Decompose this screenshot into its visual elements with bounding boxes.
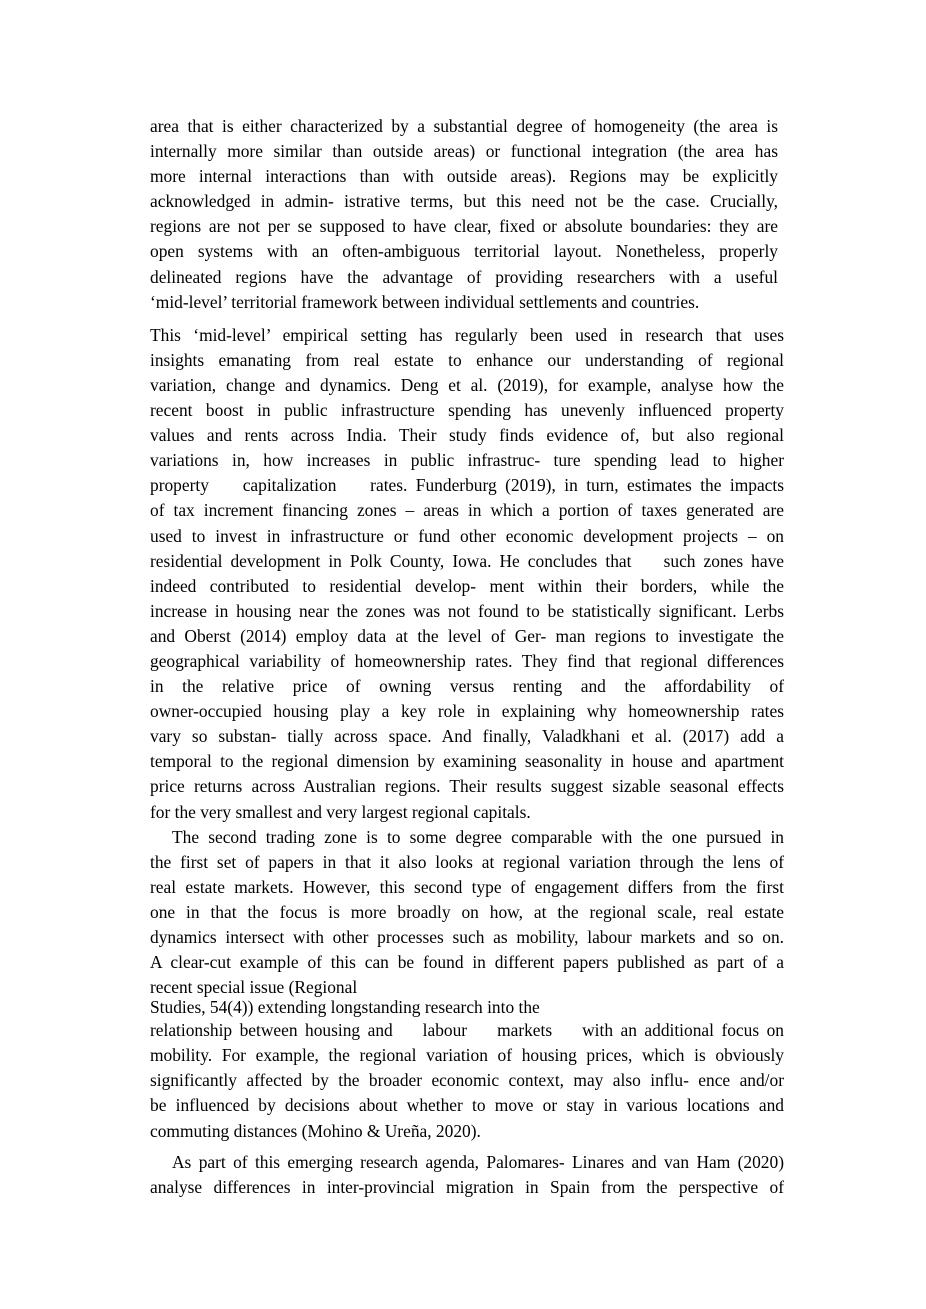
text-line: used to invest in infrastructure or fund other economic development projects – on bbox=[150, 525, 784, 546]
text-line: recent special issue (Regional bbox=[150, 977, 358, 998]
text-line: insights emanating from real estate to enhance our understanding of regional bbox=[150, 349, 784, 370]
paragraph-second-trading-zone bbox=[150, 825, 784, 1144]
text-line: recent boost in public infrastructure spending has unevenly influenced property bbox=[150, 400, 784, 421]
text-line: real estate markets. However, this second type of engagement differs from the first bbox=[150, 876, 784, 897]
text-line: owner-occupied housing play a key role in explaining why homeownership rates bbox=[150, 701, 784, 722]
text-line: open systems with an often-ambiguous territorial layout. Nonetheless, properly bbox=[150, 241, 778, 262]
text-line: geographical variability of homeownership rates. They find that regional differences bbox=[150, 650, 784, 671]
paragraph-mid-level-setting bbox=[150, 323, 784, 825]
text-line: ‘mid-level’ territorial framework between individual settlements and countries. bbox=[150, 291, 700, 312]
text-line: temporal to the regional dimension by examining seasonality in house and apartment bbox=[150, 751, 784, 772]
text-line: variations in, how increases in public infrastruc- ture spending lead to higher bbox=[150, 450, 784, 471]
text-line: Studies, 54(4)) extending longstanding research into the bbox=[150, 997, 540, 1018]
text-line: one in that the focus is more broadly on how, at the regional scale, real estate bbox=[150, 901, 784, 922]
text-line: area that is either characterized by a substantial degree of homogeneity (the area is bbox=[150, 116, 778, 136]
text-line: and Oberst (2014) employ data at the level of Ger- man regions to investigate the bbox=[150, 625, 784, 646]
text-line: vary so substan- tially across space. And finally, Valadkhani et al. (2017) add a bbox=[150, 726, 784, 747]
text-line: of tax increment financing zones – areas in which a portion of taxes generated are bbox=[150, 500, 784, 521]
text-line: The second trading zone is to some degree comparable with the one pursued in bbox=[172, 826, 784, 847]
text-line: regions are not per se supposed to have clear, fixed or absolute boundaries: they are bbox=[150, 216, 778, 237]
text-line: more internal interactions than with outside areas). Regions may be explicitly bbox=[150, 166, 778, 187]
document-page bbox=[150, 114, 784, 1200]
text-line: mobility. For example, the regional variation of housing prices, which is obviously bbox=[150, 1045, 784, 1066]
paragraph-research-agenda bbox=[150, 1150, 784, 1200]
text-line: residential development in Polk County, Iowa. He concludes that such zones have bbox=[150, 550, 784, 571]
text-line: indeed contributed to residential develop- ment within their borders, while the bbox=[150, 575, 784, 596]
text-line: commuting distances (Mohino & Ureña, 2020). bbox=[150, 1120, 481, 1141]
text-line: price returns across Australian regions. Their results suggest sizable seasonal effects bbox=[150, 776, 784, 797]
text-line: in the relative price of owning versus renting and the affordability of bbox=[150, 676, 784, 697]
text-line: increase in housing near the zones was not found to be statistically significant. Lerbs bbox=[150, 600, 784, 621]
text-line: internally more similar than outside areas) or functional integration (the area has bbox=[150, 141, 778, 162]
text-line: relationship between housing and labour markets with an additional focus on bbox=[150, 1020, 784, 1041]
text-line: delineated regions have the advantage of providing researchers with a useful bbox=[150, 266, 778, 287]
text-line: acknowledged in admin- istrative terms, but this need not be the case. Crucially, bbox=[150, 191, 778, 212]
text-line: analyse differences in inter-provincial migration in Spain from the perspective of bbox=[150, 1176, 784, 1197]
text-line: variation, change and dynamics. Deng et al. (2019), for example, analyse how the bbox=[150, 374, 784, 395]
text-line: dynamics intersect with other processes such as mobility, labour markets and so on. bbox=[150, 927, 784, 947]
text-line: A clear-cut example of this can be found in different papers published as part of a bbox=[150, 952, 784, 973]
text-line: for the very smallest and very largest regional capitals. bbox=[150, 801, 531, 822]
text-line: This ‘mid-level’ empirical setting has regularly been used in research that uses bbox=[150, 324, 784, 345]
text-line: significantly affected by the broader economic context, may also influ- ence and/or bbox=[150, 1070, 784, 1091]
text-line: values and rents across India. Their study finds evidence of, but also regional bbox=[150, 425, 784, 446]
text-line: property capitalization rates. Funderburg (2019), in turn, estimates the impacts bbox=[150, 475, 784, 496]
text-line: be influenced by decisions about whether to move or stay in various locations and bbox=[150, 1095, 784, 1116]
text-line: As part of this emerging research agenda, Palomares- Linares and van Ham (2020) bbox=[172, 1151, 784, 1172]
text-line: the first set of papers in that it also looks at regional variation through the lens of bbox=[150, 851, 784, 872]
paragraph-regions-definition bbox=[150, 114, 784, 315]
